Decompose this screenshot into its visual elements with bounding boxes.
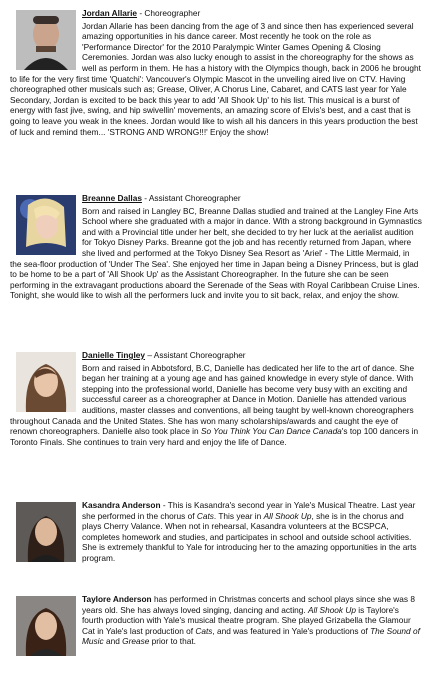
bio-heading (82, 500, 163, 510)
headshot-photo-kasandra (16, 502, 76, 562)
bio-text-run: , she is in the chorus and plays Cherry Valance. When not in rehearsal, Kasandra volunteers at the BCSPCA, completes homework and studies, and participates in school and outside school activities. She is extremely thankful to Yale for introducing her to the amazing opportunities in the arts program. (82, 510, 417, 563)
bio-taylore-anderson (10, 594, 422, 658)
bio-name: Jordan Allarie (82, 8, 138, 18)
bio-name: Taylore Anderson (82, 594, 152, 604)
bio-text-run: Born and raised in Langley BC, Breanne Dallas studied and trained at the Langley Fine Arts School where she graduated with a major in dance. With a strong background in Gymnastics and with a Provincial title under her belt, she decided to try her luck at the aerialist audition for Tokyo Disney Parks. Breanne got the job and has recently returned from Japan, where she lived and performed at the Tokyo Disney Sea Resort as 'Ariel' - The Little Mermaid, in the sea-floor production of 'Under The Sea'. She enjoyed her time in Japan being a Disney Princess, but is glad to be home to be a part of 'All Shook Up' as the Assistant Choreographer. In the future she can be seen performing in the extravagant productions aboard the Serenade of the Seas with Royal Caribbean Cruise Lines. Tonight, she would like to wish all the performers luck and invite you to sit back, relax, and enjoy the show. (10, 205, 422, 301)
bio-text-run: - This is Kasandra's second year in Yale's Musical Theatre. Last year she performed in the chorus of (82, 500, 416, 521)
headshot-photo-danielle (16, 352, 76, 412)
bio-text-italic: The Sound of Music (82, 625, 420, 647)
bio-text-run: Jordan Allarie has been dancing from the age of 3 and since then has experienced several amazing opportunities in his dance career. Most recently he took on the role as 'Performance Director' for the 2010 Paralympic Winter Games Opening & Closing Ceremonies. Jordan was also lucky enough to assist in the choreography for the shows as well as perform in them. He has a history with the Olympics though, back in 2006 he brought to life for the very first time 'Quatchi': Vancouver's Olympic Mascot in the unveiling aired live on CTV. Having choreographed other musicals such as; Grease, Oliver, A Chorus Line, Cabaret, and CATS last year for Yale Secondary, Jordan is excited to be back this year to add 'All Shook Up' to his list. This musical is a burst of energy with fast jive, swing, and hip swivellin' movements, an amazing score of Elvis's best, and a cast that is going to leave you weak in the knees. Jordan would like to wish all his dancers in this years production the best of luck and remind them... 'STRONG AND WRONG!!!' Enjoy the show! (10, 20, 421, 137)
bio-text-run: and (103, 636, 123, 647)
bio-text-italic: Cats (195, 625, 213, 636)
bio-text-run: has performed in Christmas concerts and school plays since she was 8 years old. She has always loved singing, dancing and acting. (82, 594, 415, 615)
bio-text-italic: So You Think You Can Dance Canada (200, 426, 342, 437)
headshot-photo-taylore (16, 596, 76, 656)
bio-text-run: . This year in (213, 510, 264, 521)
bio-name: Danielle Tingley (82, 350, 146, 360)
bio-text-italic: Grease (122, 636, 150, 647)
bio-role: – Assistant Choreographer (145, 350, 246, 360)
bio-heading (82, 594, 154, 604)
bio-name: Breanne Dallas (82, 193, 142, 203)
bio-role: - Choreographer (137, 8, 201, 18)
bio-danielle-tingley (10, 350, 422, 447)
bio-role: - Assistant Choreographer (141, 193, 241, 203)
bio-text-italic: All Shook Up (308, 604, 356, 615)
bio-kasandra-anderson (10, 500, 422, 564)
bio-text-italic: All Shook Up (263, 510, 312, 521)
headshot-photo-jordan (16, 10, 76, 70)
bio-breanne-dallas (10, 193, 422, 301)
bio-text-run: 's top 100 dancers in Toronto Finals. She continues to train very hard and enjoy the life of Dance. (10, 426, 419, 447)
headshot-photo-breanne (16, 195, 76, 255)
bio-jordan-allarie (10, 8, 422, 137)
bio-name: Kasandra Anderson (82, 500, 161, 510)
bio-text-run: Born and raised in Abbotsford, B.C, Danielle has dedicated her life to the art of dance. She began her training at a young age and has gained knowledge in every style of dance. With stepping into the professional world, Danielle has become very busy with an exciting and successful career as a choreographer at Dance in Motion. Danielle has attended various auditions, master classes and conventions, all being taught by well-known choreographers throughout Canada and the United States. She has won many scholarships/awards and caught the eye of renown choreographers. Danielle also took place in (10, 362, 415, 437)
bio-text-run: prior to that. (149, 636, 196, 647)
bio-text-run: , and was featured in Yale's productions of (212, 625, 371, 636)
bio-text-run: is Taylore's fourth production with Yale's musical theatre program. She played Grizabella the Glamour Cat in Yale's last production of (82, 604, 411, 636)
bio-text-italic: Cats (196, 510, 214, 521)
